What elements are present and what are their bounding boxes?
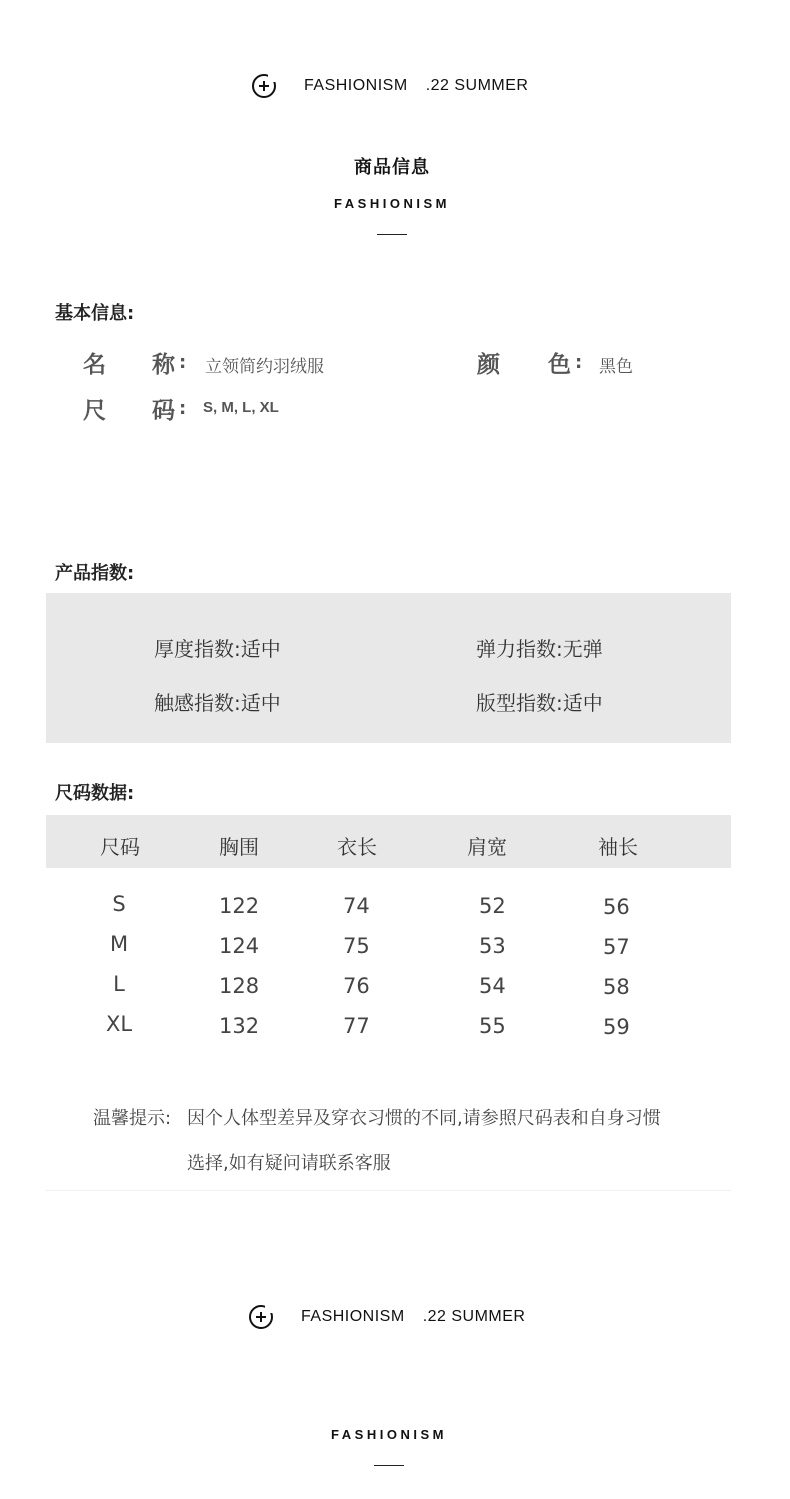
col-size: 尺码: [100, 835, 140, 859]
size-value: S, M, L, XL: [203, 399, 279, 416]
size-label-2: 码: [152, 398, 175, 424]
cell-sleeve: 57: [603, 935, 630, 959]
footer-brand-name: FASHIONISM: [301, 1308, 405, 1325]
size-table-header: [46, 815, 731, 868]
name-value: 立领简约羽绒服: [205, 357, 324, 377]
product-index-heading: 产品指数:: [55, 563, 135, 584]
page-subtitle: FASHIONISM: [334, 196, 450, 211]
table-row: [46, 1012, 731, 1052]
cell-sleeve: 56: [603, 895, 630, 919]
elasticity-index: 弹力指数:无弹: [476, 637, 603, 661]
cell-chest: 124: [219, 934, 260, 958]
footer-brand-season: .22 SUMMER: [422, 1308, 526, 1325]
color-colon: :: [575, 352, 583, 373]
cell-shoulder: 55: [479, 1014, 506, 1038]
footer-subtitle: FASHIONISM: [331, 1427, 447, 1442]
add-circle-icon: [252, 74, 276, 98]
col-sleeve: 袖长: [598, 835, 638, 859]
cell-size: L: [113, 972, 125, 996]
table-row: [46, 932, 731, 972]
cell-size: XL: [105, 1012, 133, 1036]
cell-chest: 128: [219, 974, 260, 998]
brand-header: [252, 74, 528, 98]
col-shoulder: 肩宽: [467, 835, 507, 859]
footer-divider: [374, 1465, 404, 1466]
basic-info-heading: 基本信息:: [55, 303, 135, 324]
product-index-panel: [46, 593, 731, 743]
fit-index: 版型指数:适中: [476, 691, 603, 715]
brand-footer: [249, 1305, 525, 1329]
cell-length: 77: [343, 1014, 370, 1038]
name-label-1: 名: [83, 352, 106, 378]
name-colon: :: [179, 352, 187, 373]
cell-length: 76: [343, 974, 370, 998]
table-row: [46, 892, 731, 932]
color-label-2: 色: [548, 352, 571, 378]
thickness-index: 厚度指数:适中: [154, 637, 281, 661]
size-table-body: [46, 880, 731, 1050]
col-length: 衣长: [337, 835, 377, 859]
brand-name: FASHIONISM: [304, 77, 408, 94]
color-label-1: 颜: [477, 352, 500, 378]
col-chest: 胸围: [219, 835, 259, 859]
cell-size: S: [112, 892, 126, 916]
tip-label: 温馨提示:: [93, 1108, 172, 1129]
cell-sleeve: 58: [603, 975, 630, 999]
cell-length: 74: [343, 894, 370, 918]
cell-sleeve: 59: [603, 1015, 630, 1039]
add-circle-icon: [249, 1305, 273, 1329]
cell-length: 75: [343, 934, 370, 958]
page-title: 商品信息: [354, 157, 430, 178]
cell-size: M: [109, 932, 129, 956]
size-label-1: 尺: [83, 398, 106, 424]
name-label-2: 称: [152, 352, 175, 378]
table-row: [46, 972, 731, 1012]
cell-shoulder: 54: [479, 974, 506, 998]
cell-shoulder: 52: [479, 894, 506, 918]
brand-season: .22 SUMMER: [425, 77, 529, 94]
title-divider: [377, 234, 407, 235]
size-data-heading: 尺码数据:: [55, 783, 135, 804]
tip-line-2: 选择,如有疑问请联系客服: [187, 1153, 391, 1174]
tip-line-1: 因个人体型差异及穿衣习惯的不同,请参照尺码表和自身习惯: [187, 1108, 661, 1129]
cell-shoulder: 53: [479, 934, 506, 958]
section-divider: [46, 1190, 731, 1191]
color-value: 黑色: [599, 357, 633, 377]
cell-chest: 132: [219, 1014, 260, 1038]
touch-index: 触感指数:适中: [154, 691, 281, 715]
cell-chest: 122: [219, 894, 260, 918]
size-colon: :: [179, 398, 187, 419]
